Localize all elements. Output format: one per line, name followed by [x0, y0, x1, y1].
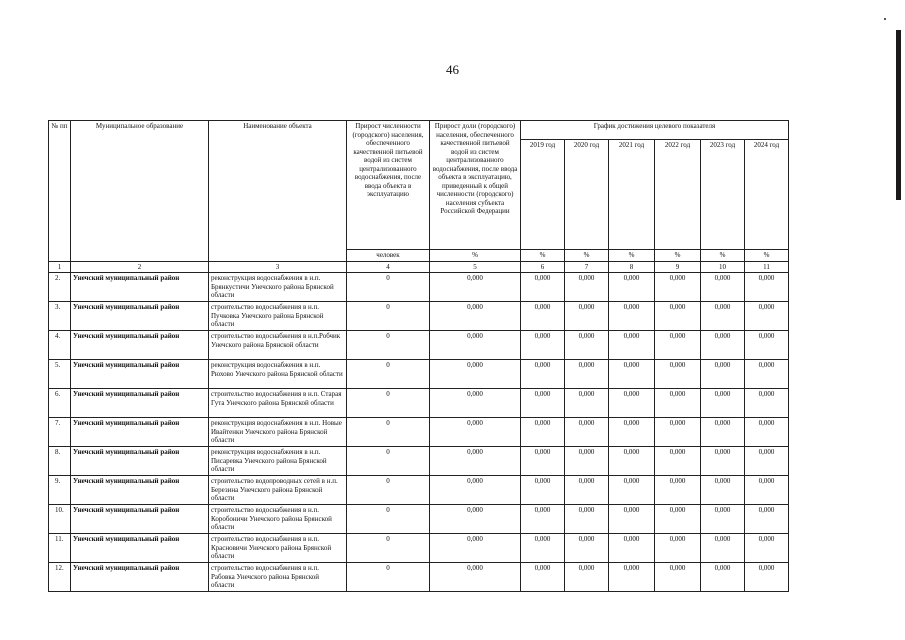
- scan-edge-mark: [896, 30, 901, 200]
- object-cell: строительство водоснабжения в н.п. Рабовка Унечского района Брянской области: [209, 563, 347, 592]
- municipality-cell: Унечский муниципальный район: [71, 418, 209, 447]
- population-cell: 0: [347, 418, 430, 447]
- year-2024-cell: 0,000: [745, 273, 789, 302]
- year-2019-cell: 0,000: [521, 331, 565, 360]
- page-number: 46: [446, 62, 459, 77]
- header-object: Наименование объекта: [209, 121, 347, 262]
- unit-cell: %: [655, 250, 701, 262]
- population-cell: 0: [347, 476, 430, 505]
- year-2020-cell: 0,000: [565, 389, 609, 418]
- column-number: 8: [609, 261, 655, 273]
- municipality-cell: Унечский муниципальный район: [71, 273, 209, 302]
- year-2021-cell: 0,000: [609, 563, 655, 592]
- header-no: № пп: [49, 121, 71, 262]
- object-cell: строительство водоснабжения в н.п. Красновичи Унечского района Брянской области: [209, 534, 347, 563]
- row-number: 6.: [49, 389, 71, 418]
- population-cell: 0: [347, 563, 430, 592]
- year-2023-cell: 0,000: [701, 360, 745, 389]
- municipality-cell: Унечский муниципальный район: [71, 331, 209, 360]
- year-2019-cell: 0,000: [521, 360, 565, 389]
- header-municipality: Муниципальное образование: [71, 121, 209, 262]
- year-2024-cell: 0,000: [745, 418, 789, 447]
- population-cell: 0: [347, 505, 430, 534]
- object-cell: реконструкция водоснабжения в н.п. Писаревка Унечского района Брянской области: [209, 447, 347, 476]
- table-row: [49, 360, 789, 389]
- unit-cell: %: [745, 250, 789, 262]
- object-cell: строительство водоснабжения в н.п. Коробоничи Унечского района Брянской области: [209, 505, 347, 534]
- share-cell: 0,000: [430, 331, 521, 360]
- municipality-cell: Унечский муниципальный район: [71, 302, 209, 331]
- share-cell: 0,000: [430, 447, 521, 476]
- share-cell: 0,000: [430, 476, 521, 505]
- object-cell: строительство водоснабжения в н.п. Старая Гута Унечского района Брянской области: [209, 389, 347, 418]
- column-number: 2: [71, 261, 209, 273]
- table-row: [49, 534, 789, 563]
- year-2022-cell: 0,000: [655, 505, 701, 534]
- table-row: [49, 273, 789, 302]
- year-2020-cell: 0,000: [565, 476, 609, 505]
- year-2020-cell: 0,000: [565, 418, 609, 447]
- share-cell: 0,000: [430, 563, 521, 592]
- share-cell: 0,000: [430, 505, 521, 534]
- municipality-cell: Унечский муниципальный район: [71, 563, 209, 592]
- year-2021-cell: 0,000: [609, 302, 655, 331]
- table-row: [49, 563, 789, 592]
- year-2024-cell: 0,000: [745, 389, 789, 418]
- year-2020-cell: 0,000: [565, 302, 609, 331]
- year-2022-cell: 0,000: [655, 273, 701, 302]
- year-2023-cell: 0,000: [701, 273, 745, 302]
- column-number: 1: [49, 261, 71, 273]
- year-2020-cell: 0,000: [565, 331, 609, 360]
- year-2022-cell: 0,000: [655, 302, 701, 331]
- year-2021-cell: 0,000: [609, 534, 655, 563]
- table-row: [49, 505, 789, 534]
- unit-cell: человек: [347, 250, 430, 262]
- column-number: 10: [701, 261, 745, 273]
- year-2021-cell: 0,000: [609, 360, 655, 389]
- scan-speck: [884, 18, 886, 20]
- population-cell: 0: [347, 389, 430, 418]
- population-cell: 0: [347, 360, 430, 389]
- year-2023-cell: 0,000: [701, 534, 745, 563]
- year-2020-cell: 0,000: [565, 563, 609, 592]
- municipality-cell: Унечский муниципальный район: [71, 505, 209, 534]
- year-2023-cell: 0,000: [701, 563, 745, 592]
- year-2022-cell: 0,000: [655, 389, 701, 418]
- year-2021-cell: 0,000: [609, 447, 655, 476]
- row-number: 7.: [49, 418, 71, 447]
- object-cell: реконструкция водоснабжения в н.п. Рюхово Унечского района Брянской области: [209, 360, 347, 389]
- year-2021-cell: 0,000: [609, 418, 655, 447]
- table-row: [49, 418, 789, 447]
- year-2019-cell: 0,000: [521, 389, 565, 418]
- object-cell: реконструкция водоснабжения в н.п. Новые Ивайтенки Унечского района Брянской области: [209, 418, 347, 447]
- municipality-cell: Унечский муниципальный район: [71, 389, 209, 418]
- year-2023-cell: 0,000: [701, 505, 745, 534]
- year-2021-cell: 0,000: [609, 505, 655, 534]
- year-2024-cell: 0,000: [745, 563, 789, 592]
- unit-cell: %: [701, 250, 745, 262]
- population-cell: 0: [347, 534, 430, 563]
- year-2021-cell: 0,000: [609, 476, 655, 505]
- municipality-cell: Унечский муниципальный район: [71, 476, 209, 505]
- table-row: [49, 447, 789, 476]
- year-2019-cell: 0,000: [521, 273, 565, 302]
- column-number: 9: [655, 261, 701, 273]
- row-number: 12.: [49, 563, 71, 592]
- header-year: 2020 год: [565, 140, 609, 250]
- share-cell: 0,000: [430, 302, 521, 331]
- year-2022-cell: 0,000: [655, 418, 701, 447]
- unit-cell: %: [609, 250, 655, 262]
- population-cell: 0: [347, 302, 430, 331]
- row-number: 3.: [49, 302, 71, 331]
- header-year: 2022 год: [655, 140, 701, 250]
- share-cell: 0,000: [430, 389, 521, 418]
- year-2019-cell: 0,000: [521, 534, 565, 563]
- unit-cell: %: [521, 250, 565, 262]
- indicator-table: [48, 120, 789, 592]
- year-2024-cell: 0,000: [745, 447, 789, 476]
- population-cell: 0: [347, 447, 430, 476]
- year-2019-cell: 0,000: [521, 563, 565, 592]
- object-cell: реконструкция водоснабжения в н.п. Брянкустичи Унечского района Брянской области: [209, 273, 347, 302]
- column-number: 11: [745, 261, 789, 273]
- year-2023-cell: 0,000: [701, 418, 745, 447]
- year-2023-cell: 0,000: [701, 331, 745, 360]
- year-2020-cell: 0,000: [565, 534, 609, 563]
- row-number: 10.: [49, 505, 71, 534]
- column-number: 6: [521, 261, 565, 273]
- year-2019-cell: 0,000: [521, 302, 565, 331]
- year-2024-cell: 0,000: [745, 476, 789, 505]
- year-2021-cell: 0,000: [609, 331, 655, 360]
- year-2020-cell: 0,000: [565, 447, 609, 476]
- year-2023-cell: 0,000: [701, 476, 745, 505]
- object-cell: строительство водоснабжения в н.п. Пучковка Унечского района Брянской области: [209, 302, 347, 331]
- header-year: 2021 год: [609, 140, 655, 250]
- population-cell: 0: [347, 331, 430, 360]
- unit-cell: %: [430, 250, 521, 262]
- row-number: 2.: [49, 273, 71, 302]
- year-2019-cell: 0,000: [521, 447, 565, 476]
- year-2023-cell: 0,000: [701, 389, 745, 418]
- share-cell: 0,000: [430, 534, 521, 563]
- unit-cell: %: [565, 250, 609, 262]
- year-2022-cell: 0,000: [655, 534, 701, 563]
- year-2022-cell: 0,000: [655, 563, 701, 592]
- year-2024-cell: 0,000: [745, 360, 789, 389]
- year-2019-cell: 0,000: [521, 418, 565, 447]
- header-row-1: [49, 121, 789, 140]
- column-number: 7: [565, 261, 609, 273]
- year-2020-cell: 0,000: [565, 505, 609, 534]
- year-2024-cell: 0,000: [745, 534, 789, 563]
- table-row: [49, 389, 789, 418]
- year-2022-cell: 0,000: [655, 447, 701, 476]
- year-2023-cell: 0,000: [701, 302, 745, 331]
- column-number: 3: [209, 261, 347, 273]
- indicator-table-container: [48, 120, 788, 592]
- municipality-cell: Унечский муниципальный район: [71, 447, 209, 476]
- year-2021-cell: 0,000: [609, 389, 655, 418]
- year-2022-cell: 0,000: [655, 331, 701, 360]
- row-number: 9.: [49, 476, 71, 505]
- table-body: [49, 273, 789, 592]
- year-2019-cell: 0,000: [521, 476, 565, 505]
- header-population: Прирост численности (городского) населения, обеспеченного качественной питьевой водой из систем централизованного водоснабжения, после ввода объекта в эксплуатацию: [347, 121, 430, 250]
- share-cell: 0,000: [430, 360, 521, 389]
- table-row: [49, 331, 789, 360]
- year-2024-cell: 0,000: [745, 302, 789, 331]
- header-schedule: График достижения целевого показателя: [521, 121, 789, 140]
- column-number: 4: [347, 261, 430, 273]
- table-row: [49, 476, 789, 505]
- share-cell: 0,000: [430, 273, 521, 302]
- column-number: 5: [430, 261, 521, 273]
- header-year: 2023 год: [701, 140, 745, 250]
- table-row: [49, 302, 789, 331]
- row-number: 5.: [49, 360, 71, 389]
- column-numbers-row: [49, 261, 789, 273]
- object-cell: строительство водоснабжения в н.п.Робчик Унечского района Брянской области: [209, 331, 347, 360]
- year-2022-cell: 0,000: [655, 476, 701, 505]
- municipality-cell: Унечский муниципальный район: [71, 360, 209, 389]
- year-2024-cell: 0,000: [745, 505, 789, 534]
- year-2020-cell: 0,000: [565, 360, 609, 389]
- year-2021-cell: 0,000: [609, 273, 655, 302]
- year-2022-cell: 0,000: [655, 360, 701, 389]
- object-cell: строительство водопроводных сетей в н.п. Березина Унечского района Брянской области: [209, 476, 347, 505]
- row-number: 8.: [49, 447, 71, 476]
- header-year: 2019 год: [521, 140, 565, 250]
- row-number: 11.: [49, 534, 71, 563]
- share-cell: 0,000: [430, 418, 521, 447]
- year-2020-cell: 0,000: [565, 273, 609, 302]
- row-number: 4.: [49, 331, 71, 360]
- year-2019-cell: 0,000: [521, 505, 565, 534]
- header-year: 2024 год: [745, 140, 789, 250]
- year-2024-cell: 0,000: [745, 331, 789, 360]
- header-share: Прирост доли (городского) населения, обеспеченного качественной питьевой водой из систем централизованного водоснабжения, после ввода объекта в эксплуатацию, приведенный к общей численности (городского) населения субъекта Российской Федерации: [430, 121, 521, 250]
- year-2023-cell: 0,000: [701, 447, 745, 476]
- population-cell: 0: [347, 273, 430, 302]
- municipality-cell: Унечский муниципальный район: [71, 534, 209, 563]
